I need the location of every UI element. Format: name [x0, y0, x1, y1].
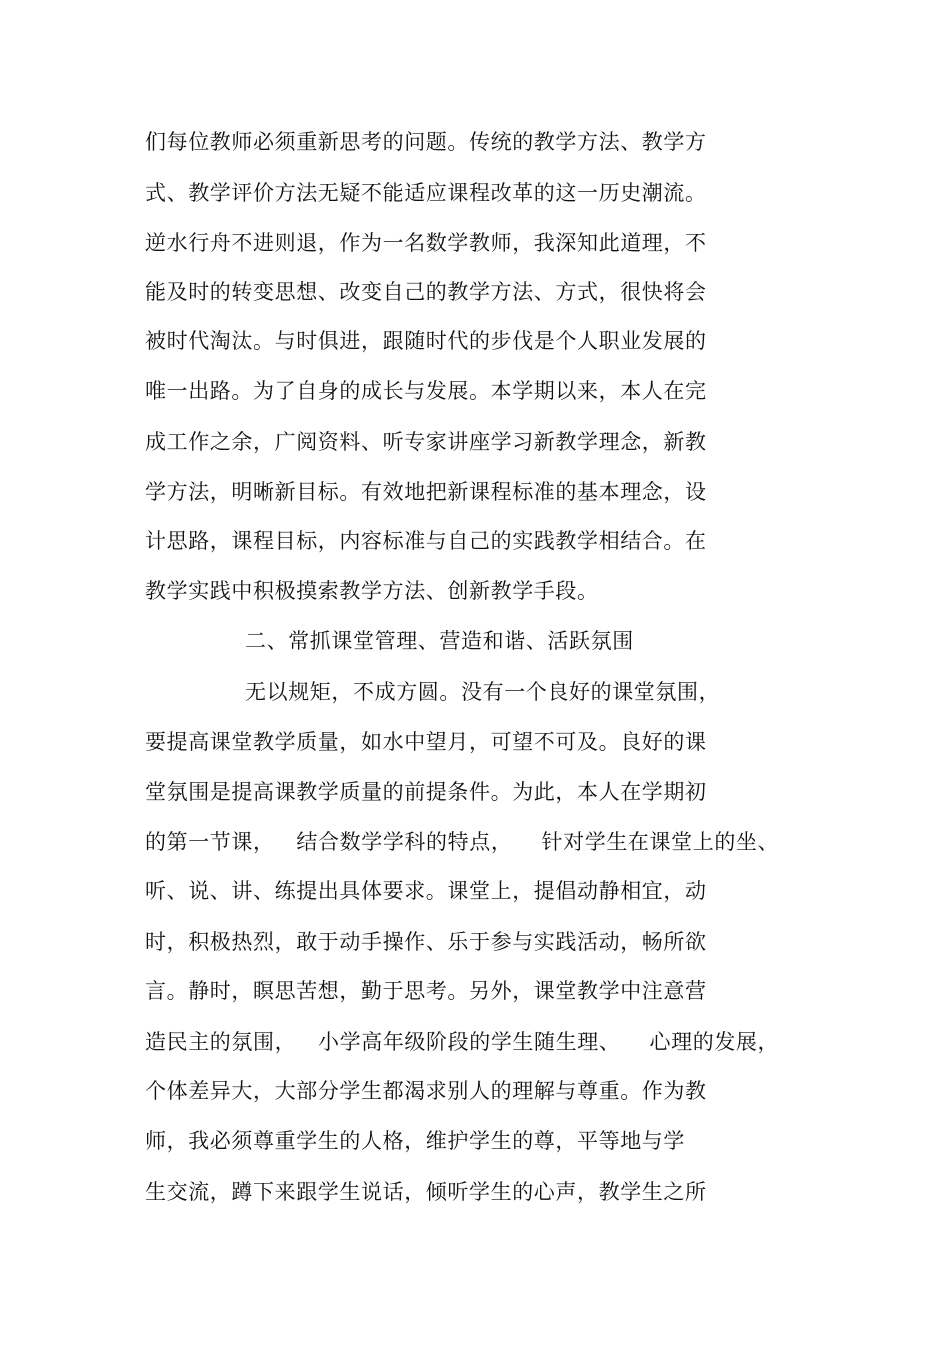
text-line: 唯一出路。为了自身的成长与发展。本学期以来，本人在完	[145, 379, 707, 403]
text-line: 式、教学评价方法无疑不能适应课程改革的这一历史潮流。	[145, 181, 707, 205]
text-line: 时，积极热烈，敢于动手操作、乐于参与实践活动，畅所欲	[145, 930, 707, 954]
text-line: 言。静时，瞑思苦想，勤于思考。另外，课堂教学中注意营	[145, 979, 707, 1003]
text-line: 成工作之余，广阅资料、听专家讲座学习新教学理念，新教	[145, 430, 707, 454]
text-line: 生交流，蹲下来跟学生说话，倾听学生的心声，教学生之所	[145, 1180, 707, 1204]
text-line: 计思路，课程目标，内容标准与自己的实践教学相结合。在	[145, 529, 707, 553]
text-line: 要提高课堂教学质量，如水中望月，可望不可及。良好的课	[145, 730, 707, 754]
section-heading: 二、常抓课堂管理、营造和谐、活跃氛围	[245, 629, 634, 653]
text-line: 们每位教师必须重新思考的问题。传统的教学方法、教学方	[145, 130, 707, 154]
text-line: 无以规矩，不成方圆。没有一个良好的课堂氛围，	[245, 680, 721, 704]
text-line: 造民主的氛围， 小学高年级阶段的学生随生理、 心理的发展，	[145, 1030, 780, 1054]
text-line: 逆水行舟不进则退，作为一名数学教师，我深知此道理，不	[145, 231, 707, 255]
text-line: 堂氛围是提高课教学质量的前提条件。为此，本人在学期初	[145, 780, 707, 804]
text-line: 的第一节课， 结合数学学科的特点， 针对学生在课堂上的坐、	[145, 830, 780, 854]
text-line: 能及时的转变思想、改变自己的教学方法、方式，很快将会	[145, 280, 707, 304]
text-line: 学方法，明晰新目标。有效地把新课程标准的基本理念，设	[145, 480, 707, 504]
text-line: 个体差异大，大部分学生都渴求别人的理解与尊重。作为教	[145, 1079, 707, 1103]
text-line: 听、说、讲、练提出具体要求。课堂上，提倡动静相宜，动	[145, 879, 707, 903]
text-line: 被时代淘汰。与时俱进，跟随时代的步伐是个人职业发展的	[145, 329, 707, 353]
text-line: 师，我必须尊重学生的人格，维护学生的尊，平等地与学	[145, 1129, 685, 1153]
text-line: 教学实践中积极摸索教学方法、创新教学手段。	[145, 579, 599, 603]
